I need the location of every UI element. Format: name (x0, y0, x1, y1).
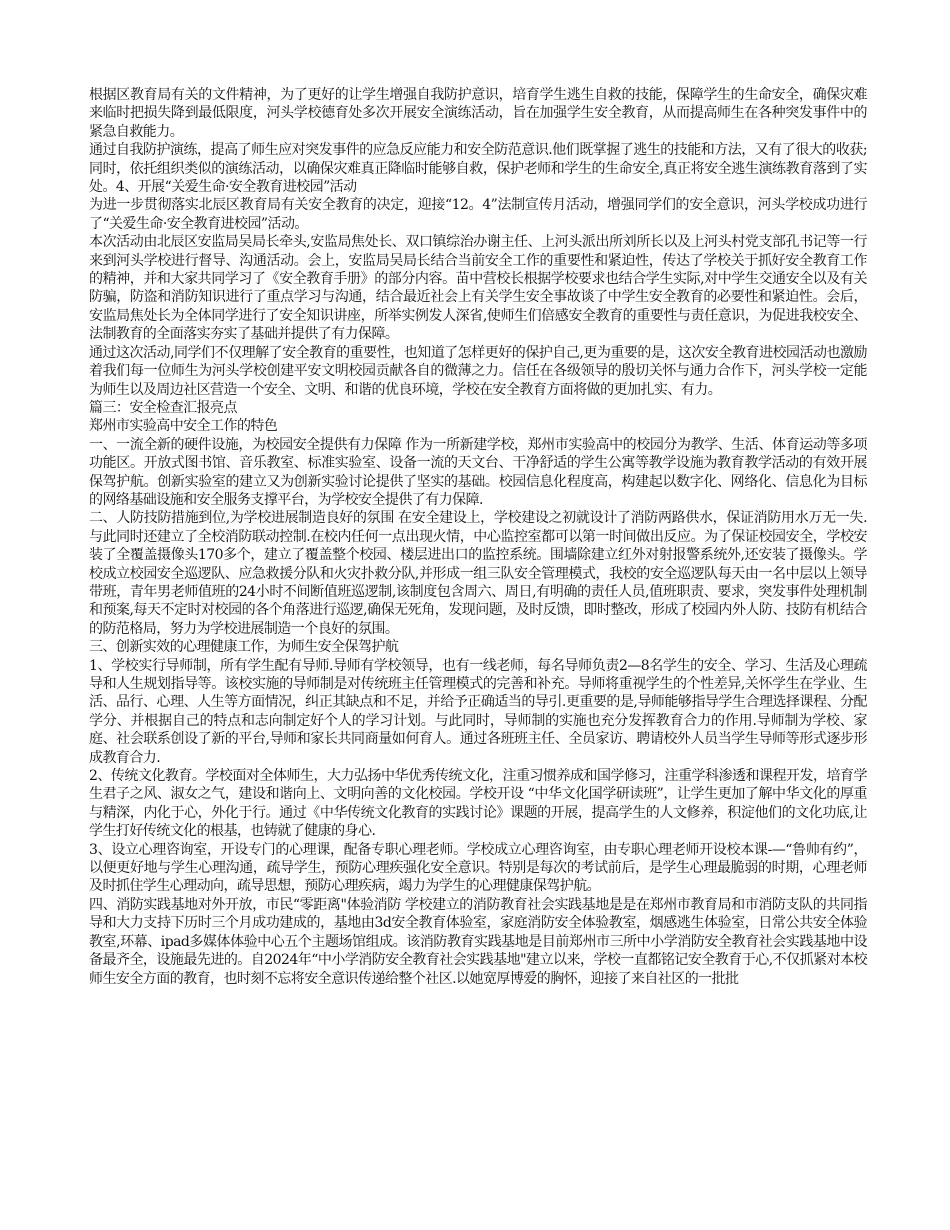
paragraph-mentor-system: 1、学校实行导师制，所有学生配有导师.导师有学校领导，也有一线老师，每名导师负责2—8名学生的安全、学习、生活及心理疏导和人生规划指导等。该校实施的导师制是对传统班主任管理模式的完善和补充。导师将重视学生的个性差异,关怀学生在学业、生活、品行、心理、人生等方面情况，纠正其缺点和不足，并给予正确适当的导引.更重要的是,导师能够指导学生合理选择课程、分配学分、并根据自己的特点和志向制定好个人的学习计划。与此同时，导师制的实施也充分发挥教育合力的作用.导师制为学校、家庭、社会联系创设了新的平台,导师和家长共同商量如何育人。通过各班班主任、全员家访、聘请校外人员当学生导师等形式逐步形成教育合力. (89, 657, 867, 766)
paragraph-hardware: 一、一流全新的硬件设施，为校园安全提供有力保障 作为一所新建学校，郑州市实验高中的校园分为教学、生活、体育运动等多项功能区。开放式图书馆、音乐教室、标准实验室、设备一流的天文台、干净舒适的学生公寓等教学设施为教育教学活动的有效开展保驾护航。创新实验室的建立又为创新实验讨论提供了坚实的基础。校园信息化程度高，构建起以数字化、网络化、信息化为目标的网络基础设施和安全服务支撑平台，为学校安全提供了有力保障. (89, 436, 867, 508)
document-body (89, 86, 867, 988)
paragraph-4: 本次活动由北辰区安监局吴局长牵头,安监局焦处长、双口镇综治办谢主任、上河头派出所刘所长以及上河头村党支部孔书记等一行来到河头学校进行督导、沟通活动。会上，安监局吴局长结合当前安全工作的重要性和紧迫性，传达了学校关于抓好安全教育工作的精神，并和大家共同学习了《安全教育手册》的部分内容。苗中营校长根据学校要求也结合学生实际,对中学生交通安全以及有关防骗，防盗和消防知识进行了重点学习与沟通，结合最近社会上有关学生安全事故谈了中学生安全教育的必要性和紧迫性。会后，安监局焦处长为全体同学进行了安全知识讲座，所举实例发人深省,使师生们倍感安全教育的重要性与责任意识，为促进我校安全、法制教育的全面落实夯实了基础并提供了有力保障。 (89, 234, 867, 343)
paragraph-3: 为进一步贯彻落实北辰区教育局有关安全教育的决定，迎接“12。4”法制宣传月活动，增强同学们的安全意识，河头学校成功进行了“关爱生命·安全教育进校园”活动。 (89, 197, 867, 232)
paragraph-1: 根据区教育局有关的文件精神，为了更好的让学生增强自我防护意识，培育学生逃生自救的技能，保障学生的生命安全，确保灾难来临时把损失降到最低限度，河头学校德育处多次开展安全演练活动，旨在加强学生安全教育，从而提高师生在各种突发事件中的紧急自救能力。 (89, 87, 867, 140)
paragraph-2: 通过自我防护演练，提高了师生应对突发事件的应急反应能力和安全防范意识.他们既掌握了逃生的技能和方法，又有了很大的收获;同时，依托组织类似的演练活动，以确保灾难真正降临时能够自救，保护老师和学生的生命安全,真正将安全逃生演练教育落到了实处。4、开展“关爱生命·安全教育进校园”活动 (89, 142, 867, 196)
paragraph-traditional-culture: 2、传统文化教育。学校面对全体师生，大力弘扬中华优秀传统文化，注重习惯养成和国学修习，注重学科渗透和课程开发，培育学生君子之风、淑女之气，建设和谐向上、文明向善的文化校园。学校开设 “中华文化国学研读班”，让学生更加了解中华文化的厚重与精深，内化于心，外化于行。通过《中华传统文化教育的实践讨论》课题的开展，提高学生的人文修养，积淀他们的文化功底,让学生打好传统文化的根基，也铸就了健康的身心. (89, 768, 867, 840)
paragraph-fire-safety-base: 四、消防实践基地对外开放，市民“零距离"体验消防 学校建立的消防教育社会实践基地是是在郑州市教育局和市消防支队的共同指导和大力支持下历时三个月成功建成的，基地由3d安全教育体验室，家庭消防安全体验教室，烟感逃生体验室，日常公共安全体验教室,环幕、ipad多媒体体验中心五个主题场馆组成。该消防教育实践基地是目前郑州市三所中小学消防安全教育社会实践基地中设备最齐全，设施最先进的。自2024年“中小学消防安全教育社会实践基地"建立以来，学校一直都铭记安全教育于心,不仅抓紧对本校师生安全方面的教育，也时刻不忘将安全意识传递给整个社区.以她宽厚博爱的胸怀，迎接了来自社区的一批批 (89, 896, 867, 987)
subheading-mental-health: 三、创新实效的心理健康工作，为师生安全保驾护航 (89, 639, 399, 656)
paragraph-security-measures: 二、人防技防措施到位,为学校进展制造良好的氛围 在安全建设上，学校建设之初就设计了消防两路供水，保证消防用水万无一失.与此同时还建立了全校消防联动控制.在校内任何一点出现火情，中心监控室都可以第一时间做出反应。为了保证校园安全，学校安装了全覆盖摄像头170多个，建立了覆盖整个校园、楼层进出口的监控系统。围墙除建立红外对射报警系统外,还安装了摄像头。学校成立校园安全巡逻队、应急救援分队和火灾扑救分队,并形成一组三队安全管理模式，我校的安全巡逻队每天由一名中层以上领导带班，青年男老师值班的24小时不间断值班巡逻制,该制度包含周六、周日,有明确的责任人员,值班职责、要求，突发事件处理机制和预案,每天不定时对校园的各个角落进行巡逻,确保无死角，发现问题，及时反馈，即时整改，形成了校园内外人防、技防有机结合的防范格局，努力为学校进展制造一个良好的氛围。 (89, 510, 867, 637)
section-heading-3: 篇三：安全检查汇报亮点 (89, 399, 237, 416)
subheading-school-features: 郑州市实验高中安全工作的特色 (89, 418, 278, 435)
paragraph-counseling-room: 3、设立心理咨询室，开设专门的心理课，配备专职心理老师。学校成立心理咨询室，由专职心理老师开设校本课-—“鲁帅有约”，以便更好地与学生心理沟通，疏导学生，预防心理疾强化安全意识。特别是每次的考试前后，是学生心理最脆弱的时期，心理老师及时抓住学生心理动向，疏导思想，预防心理疾病，竭力为学生的心理健康保驾护航。 (89, 841, 867, 895)
paragraph-5: 通过这次活动,同学们不仅理解了安全教育的重要性，也知道了怎样更好的保护自己,更为重要的是，这次安全教育进校园活动也激励着我们每一位师生为河头学校创建平安文明校园贡献各自的微薄之力。信任在各级领导的殷切关怀与通力合作下，河头学校一定能为师生以及周边社区营造一个安全、文明、和谐的优良环境，学校在安全教育方面将做的更加扎实、有力。 (89, 344, 867, 398)
